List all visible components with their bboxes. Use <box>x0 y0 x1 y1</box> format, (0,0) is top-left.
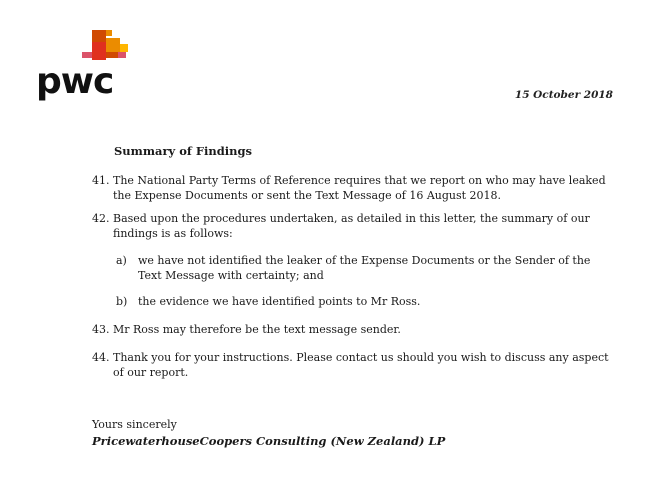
subparagraph-a <box>116 253 596 283</box>
paragraph-43 <box>92 322 612 337</box>
subparagraph-letter: b) <box>116 295 128 308</box>
paragraph-number: 43. <box>92 323 110 336</box>
paragraph-number: 44. <box>92 351 110 364</box>
paragraph-number: 41. <box>92 174 110 187</box>
paragraph-41 <box>92 173 612 203</box>
subparagraph-text: we have not identified the leaker of the Expense Documents or the Sender of the Text Message with certainty; and <box>138 254 591 282</box>
paragraph-text: Thank you for your instructions. Please contact us should you wish to discuss any aspect of our report. <box>113 351 609 379</box>
subparagraph-text: the evidence we have identified points to Mr Ross. <box>138 295 421 308</box>
pwc-logo <box>36 30 132 102</box>
paragraph-text: The National Party Terms of Reference requires that we report on who may have leaked the Expense Documents or sent the Text Message of 16 August 2018. <box>113 174 606 202</box>
signoff: Yours sincerely <box>92 418 177 431</box>
subparagraph-b <box>116 294 596 309</box>
section-heading: Summary of Findings <box>114 144 252 158</box>
paragraph-42 <box>92 211 612 241</box>
paragraph-text: Based upon the procedures undertaken, as detailed in this letter, the summary of our findings is as follows: <box>113 212 590 240</box>
paragraph-text: Mr Ross may therefore be the text message sender. <box>113 323 401 336</box>
paragraph-44 <box>92 350 612 380</box>
letter-date: 15 October 2018 <box>514 89 613 101</box>
pwc-wordmark: pwc <box>36 61 114 102</box>
paragraph-number: 42. <box>92 212 110 225</box>
subparagraph-letter: a) <box>116 254 127 267</box>
firm-name: PricewaterhouseCoopers Consulting (New Zealand) LP <box>92 434 446 448</box>
